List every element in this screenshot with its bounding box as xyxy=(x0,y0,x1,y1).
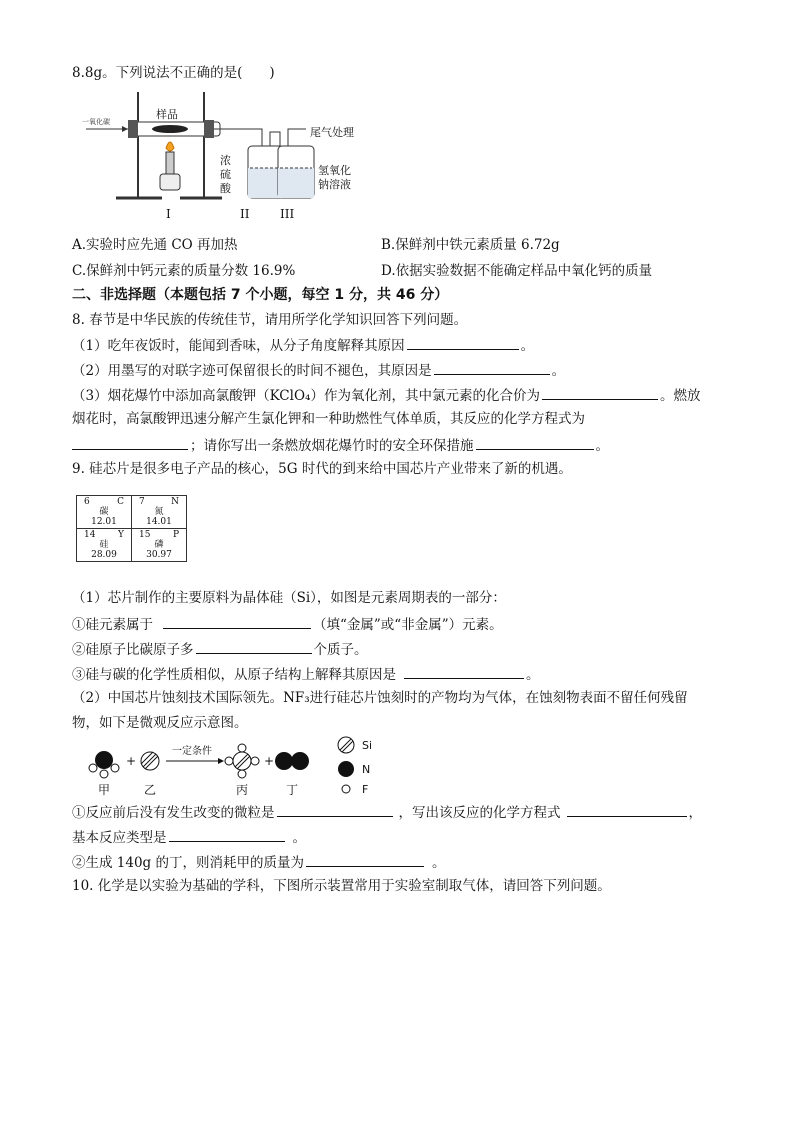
q7-option-c: C.保鲜剂中钙元素的质量分数 16.9% xyxy=(72,263,296,279)
device-1-label: I xyxy=(166,207,171,221)
element-name: 硅 xyxy=(99,540,109,550)
naoh-label-1: 氢氧化 xyxy=(318,164,351,177)
q9-part1: （1）芯片制作的主要原料为晶体硅（Si），如图是元素周期表的一部分： xyxy=(72,590,506,606)
q9-part2a: （2）中国芯片蚀刻技术国际领先。NF₃进行硅芯片蚀刻时的产物均为气体，在蚀刻物表面不留任何残留 xyxy=(72,690,688,706)
answer-blank[interactable] xyxy=(404,664,524,679)
q8-part3a xyxy=(72,385,700,405)
q9-part1-ii xyxy=(72,639,368,659)
element-cell xyxy=(77,529,132,562)
element-symbol: C xyxy=(117,497,124,507)
periodic-table-fragment xyxy=(76,495,187,562)
q10-stem: 10. 化学是以实验为基础的学科，下图所示装置常用于实验室制取气体，请回答下列问题。 xyxy=(72,878,611,894)
q9-part1-iii-text: ③硅与碳的化学性质相似，从原子结构上解释其原因是 xyxy=(72,667,396,683)
q8-part1-end: 。 xyxy=(520,338,535,354)
reaction-condition: 一定条件 xyxy=(172,746,212,757)
q9-part2-i-mid: ，写出该反应的化学方程式 xyxy=(398,805,561,821)
q8-part3a-end: 。燃放 xyxy=(659,388,701,404)
answer-blank[interactable] xyxy=(407,335,519,350)
answer-blank[interactable] xyxy=(567,802,687,817)
q7-option-b: B.保鲜剂中铁元素质量 6.72g xyxy=(381,237,560,253)
atomic-mass: 14.01 xyxy=(146,517,172,527)
answer-blank[interactable] xyxy=(163,614,311,629)
q9-part1-i-end: （填“金属”或“非金属”）元素。 xyxy=(313,617,503,633)
q8-part3c-text: ；请你写出一条燃放烟花爆竹时的安全环保措施 xyxy=(190,438,474,454)
q8-part3b: 烟花时，高氯酸钾迅速分解产生氯化钾和一种助燃性气体单质，其反应的化学方程式为 xyxy=(72,411,585,427)
species-yi: 乙 xyxy=(144,783,157,796)
atomic-mass: 28.09 xyxy=(91,550,117,560)
element-symbol: N xyxy=(171,497,179,507)
answer-blank[interactable] xyxy=(476,435,594,450)
plus-sign: + xyxy=(126,754,137,768)
q9-part2-i-text: ①反应前后没有发生改变的微粒是 xyxy=(72,805,275,821)
q9-stem: 9. 硅芯片是很多电子产品的核心，5G 时代的到来给中国芯片产业带来了新的机遇。 xyxy=(72,461,572,477)
apparatus-diagram xyxy=(72,86,372,226)
q9-part1-iii-end: 。 xyxy=(526,667,540,683)
sample-label: 样品 xyxy=(156,108,178,121)
q9-part2b: 物，如下是微观反应示意图。 xyxy=(72,715,248,731)
q8-part3c-end: 。 xyxy=(595,438,609,454)
acid-label-2: 硫 xyxy=(220,168,231,181)
atomic-number: 7 xyxy=(139,497,145,507)
naoh-label-2: 钠溶液 xyxy=(318,178,351,191)
element-symbol: P xyxy=(172,530,179,540)
element-name: 碳 xyxy=(99,507,109,517)
q7-option-d: D.依据实验数据不能确定样品中氧化钙的质量 xyxy=(381,263,653,279)
q8-part1 xyxy=(72,335,534,355)
element-symbol: Y xyxy=(118,530,124,540)
legend-f: F xyxy=(362,783,369,796)
element-name: 氮 xyxy=(154,507,164,517)
co-label: 一氧化碳 xyxy=(82,118,110,126)
plus-sign: + xyxy=(264,754,275,768)
q9-part2-i2-end: 。 xyxy=(292,830,306,846)
device-2-label: II xyxy=(240,207,250,221)
acid-label-1: 浓 xyxy=(220,154,231,167)
acid-label-3: 酸 xyxy=(220,182,231,195)
answer-blank[interactable] xyxy=(196,639,312,654)
atomic-mass: 30.97 xyxy=(146,550,172,560)
reaction-diagram xyxy=(84,734,394,796)
q9-part1-ii-end: 个质子。 xyxy=(313,642,368,658)
species-ding: 丁 xyxy=(286,783,299,796)
q9-part2-i-end: ， xyxy=(688,805,702,821)
species-bing: 丙 xyxy=(236,783,249,796)
q8-part2-end: 。 xyxy=(551,363,566,379)
q9-part1-i-text: ①硅元素属于 xyxy=(72,617,153,633)
element-cell xyxy=(132,529,187,562)
atomic-number: 6 xyxy=(84,497,90,507)
species-jia: 甲 xyxy=(98,783,111,796)
answer-blank[interactable] xyxy=(169,827,285,842)
tail-gas-label: 尾气处理 xyxy=(310,126,354,139)
atomic-mass: 12.01 xyxy=(91,517,117,527)
section-heading: 二、非选择题（本题包括 7 个小题，每空 1 分，共 46 分） xyxy=(72,287,449,303)
q9-part1-ii-text: ②硅原子比碳原子多 xyxy=(72,642,194,658)
answer-blank[interactable] xyxy=(72,435,188,450)
element-cell xyxy=(77,496,132,529)
q9-part2-i2 xyxy=(72,827,306,847)
q8-part3a-text: （3）烟花爆竹中添加高氯酸钾（KClO₄）作为氧化剂，其中氯元素的化合价为 xyxy=(72,388,540,404)
q9-part2-ii-text: ②生成 140g 的丁，则消耗甲的质量为 xyxy=(72,855,304,871)
q9-part2-ii-end: 。 xyxy=(432,855,446,871)
answer-blank[interactable] xyxy=(277,802,393,817)
answer-blank[interactable] xyxy=(434,360,550,375)
device-3-label: III xyxy=(280,207,295,221)
q8-part2-text: （2）用墨写的对联字迹可保留很长的时间不褪色，其原因是 xyxy=(72,363,432,379)
q9-part1-iii xyxy=(72,664,540,684)
q7-stem: 8.8g。下列说法不正确的是( ) xyxy=(72,65,275,81)
answer-blank[interactable] xyxy=(542,385,658,400)
q8-part1-text: （1）吃年夜饭时，能闻到香味，从分子角度解释其原因 xyxy=(72,338,405,354)
atomic-number: 15 xyxy=(139,530,151,540)
q8-part2 xyxy=(72,360,565,380)
element-cell xyxy=(132,496,187,529)
q8-stem: 8. 春节是中华民族的传统佳节，请用所学化学知识回答下列问题。 xyxy=(72,312,468,328)
q9-part2-ii xyxy=(72,852,446,872)
q8-part3c xyxy=(72,435,609,455)
atomic-number: 14 xyxy=(84,530,96,540)
legend-si: Si xyxy=(362,739,373,752)
q9-part1-i xyxy=(72,614,503,634)
legend-n: N xyxy=(362,763,371,776)
element-name: 磷 xyxy=(154,540,164,550)
q7-option-a: A.实验时应先通 CO 再加热 xyxy=(72,237,238,253)
q9-part2-i xyxy=(72,802,702,822)
answer-blank[interactable] xyxy=(306,852,424,867)
q9-part2-i2-text: 基本反应类型是 xyxy=(72,830,167,846)
